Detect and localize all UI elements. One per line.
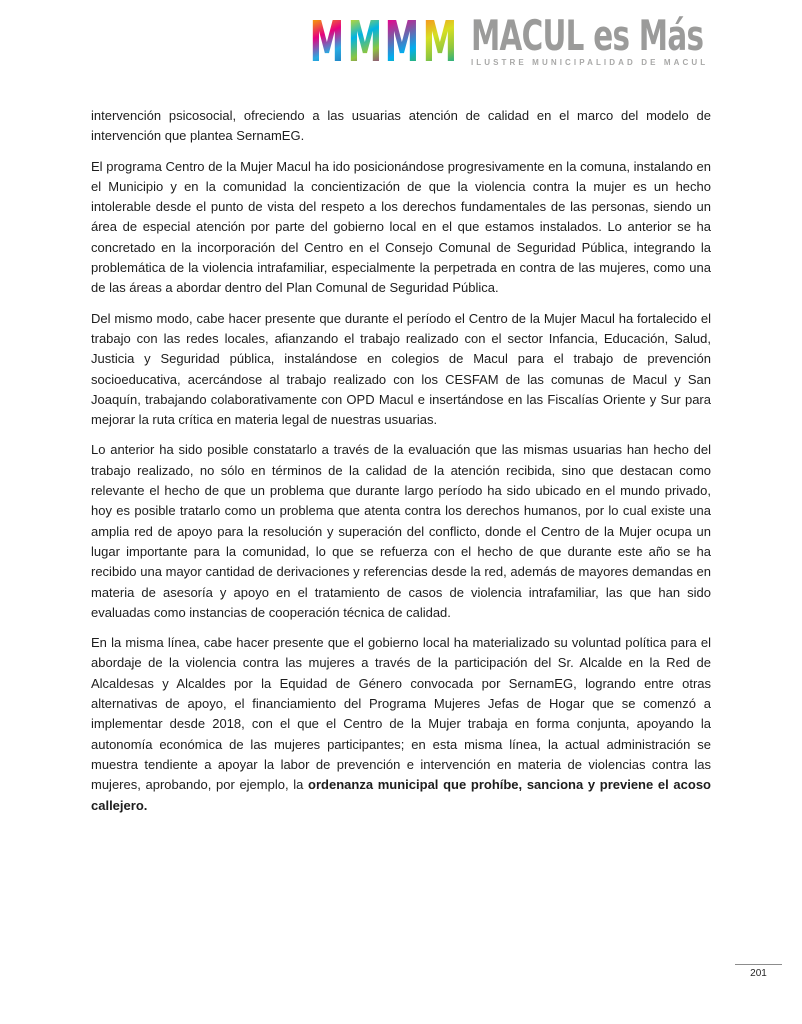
paragraph: intervención psicosocial, ofreciendo a las usuarias atención de calidad en el marco del modelo de intervención que plantea SernamEG. (91, 108, 711, 144)
paragraph-text: En la misma línea, cabe hacer presente que el gobierno local ha materializado su voluntad política para el abordaje de la violencia contra las mujeres a través de la participación del Sr. Alcalde en la Red de Alcaldesas y Alcaldes por la Equidad de Género convocada por SernamEG, logrando entre otras alternativas de apoyo, el financiamiento del Programa Mujeres Jefas de Hogar que se comenzó a implementar desde 2018, con el que el Centro de la Mujer trabaja en forma conjunta, apoyando la autonomía económica de las mujeres participantes; en esta misma línea, la actual administración se muestra tendiente a apoyar la labor de prevención e intervención en materia de violencias contra las mujeres, aprobando, por ejemplo, la (91, 635, 711, 793)
bold-highlight: ordenanza municipal que prohíbe, sanciona y previene el acoso callejero. (91, 777, 711, 813)
logo-m-icon: M (422, 10, 458, 75)
logo-text-block (470, 11, 719, 67)
logo-m-icon: M (309, 10, 345, 75)
footer-divider (735, 964, 782, 965)
document-body (91, 106, 711, 826)
logo-monogram (308, 10, 459, 75)
logo-m-icon: M (347, 10, 382, 75)
logo-m-icon: M (385, 10, 420, 75)
paragraph: Del mismo modo, cabe hacer presente que durante el período el Centro de la Mujer Macul ha fortalecido el trabajo con las redes locales, afianzando el trabajo realizado con el sector Infancia, Educación, Salud, Justicia y Seguridad pública, instalándose en colegios de Macul para el trabajo de prevención socioeducativa, acercándose al trabajo realizado con los CESFAM de las comunas de Macul y San Joaquín, trabajando colaborativamente con OPD Macul e insertándose en las Fiscalías Oriente y Sur para mejorar la ruta crítica en materia legal de nuestras usuarias. (91, 310, 711, 428)
paragraph: Lo anterior ha sido posible constatarlo a través de la evaluación que las mismas usuarias han hecho del trabajo realizado, no sólo en términos de la calidad de la atención recibida, sino que destacan como relevante el hecho de que un problema que durante largo período ha sido ubicado en el mundo privado, hoy es posible tratarlo como un problema que atenta contra los derechos humanos, por lo cual existe una amplia red de apoyo para la resolución y superación del conflicto, donde el Centro de la Mujer ocupa un lugar importante para la comunidad, lo que se refuerza con el hecho de que durante este año se ha recibido una mayor cantidad de derivaciones y referencias desde la red, además de mayores demandas en materia de asesoría y apoyo en el tratamiento de casos de violencia intrafamiliar, las que han sido evaluadas como instancias de cooperación técnica de calidad. (91, 442, 711, 620)
paragraph (91, 633, 711, 816)
page-number: 201 (750, 968, 767, 979)
municipality-logo (308, 10, 719, 75)
paragraph: El programa Centro de la Mujer Macul ha ido posicionándose progresivamente en la comuna, instalando en el Municipio y en la comunidad la concientización de que la violencia contra la mujer es un hecho intolerable desde el punto de vista del respeto a los derechos fundamentales de las personas, siendo un área de especial atención por parte del gobierno local en el que estamos instalados. Lo anterior se ha concretado en la incorporación del Centro en el Consejo Comunal de Seguridad Pública, integrando la problemática de la violencia intrafamiliar, especialmente la perpetrada en contra de las mujeres, como una de las áreas a abordar dentro del Plan Comunal de Seguridad Pública. (91, 158, 711, 296)
logo-wordmark: MACUL es Más (470, 11, 704, 60)
logo-subtitle: ILUSTRE MUNICIPALIDAD DE MACUL (470, 58, 709, 67)
